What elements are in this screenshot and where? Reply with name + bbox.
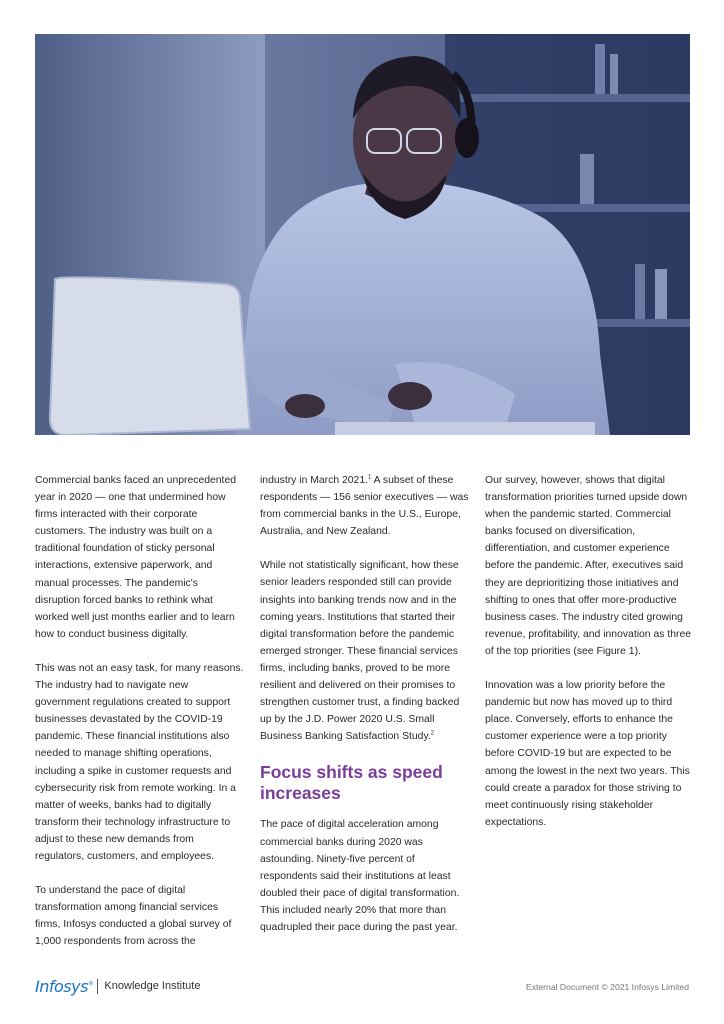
paragraph-text: A subset of these respondents — 156 senior executives — was from commercial banks in the U.S., Europe, Australia, and New Zealand. bbox=[260, 475, 469, 538]
column-3 bbox=[485, 472, 695, 848]
photo-man-laptop-headphones-icon bbox=[35, 34, 690, 435]
body-paragraph: This was not an easy task, for many reasons. The industry had to navigate new government regulations created to support businesses devastated by the COVID-19 pandemic. These financial institutions also needed to manage shifting operations, including a spike in customer requests and cybersecurity risk from remote working. In a matter of weeks, banks had to digitally transform their technology infrastructure to adjust to these new demands from regulators, customers, and employees. bbox=[35, 662, 244, 862]
column-2 bbox=[260, 472, 470, 953]
body-paragraph: The pace of digital acceleration among commercial banks during 2020 was astounding. Ninety-five percent of respondents said their institutions at least doubled their pace of digital transformation. This included nearly 20% that more than quadrupled their pace during the past year. bbox=[260, 819, 460, 933]
body-paragraph bbox=[260, 557, 470, 745]
paragraph-text: While not statistically significant, how these senior leaders responded still can provide insights into banking trends now and in the coming years. Institutions that started their digital transformation before the pandemic emerged stronger. These financial services firms, including banks, proved to be more resilient and delivered on their promises to strengthen customer trust, a finding backed up by the J.D. Power 2020 U.S. Small Business Banking Satisfaction Study. bbox=[260, 560, 460, 743]
footer-logo bbox=[35, 973, 200, 999]
logo-subtitle: Knowledge Institute bbox=[104, 980, 201, 992]
column-1 bbox=[35, 472, 245, 967]
footnote-ref[interactable]: 1 bbox=[368, 474, 372, 481]
body-paragraph: Commercial banks faced an unprecedented year in 2020 — one that undermined how firms interacted with their corporate customers. The industry was built on a traditional foundation of sticky personal interactions, extensive paperwork, and manual processes. The pandemic's disruption forced banks to rethink what worked well just months earlier and to learn how to conduct business digitally. bbox=[35, 475, 237, 640]
footnote-ref[interactable]: 2 bbox=[430, 730, 435, 737]
hero-photo bbox=[35, 34, 690, 435]
infosys-logo-icon: Infosys® bbox=[35, 976, 94, 996]
section-heading: Focus shifts as speed increases bbox=[260, 762, 443, 804]
body-paragraph: Our survey, however, shows that digital transformation priorities turned upside down when the pandemic started. Commercial banks focused on diversification, differentiation, and customer experience before the pandemic. After, executives said they are deprioritizing those initiatives and shifting to ones that offer more-productive business cases. The industry cited growing revenue, profitability, and innovation as three of the top priorities (see Figure 1). bbox=[485, 475, 692, 657]
body-paragraph: Innovation was a low priority before the pandemic but now has moved up to third place. Conversely, efforts to enhance the customer experience were a top priority before COVID-19 but are expected to be among the lowest in the next two years. This could create a paradox for those striving to meet continuously rising stakeholder expectations. bbox=[485, 680, 690, 828]
body-paragraph: To understand the pace of digital transformation among financial services firms, Infosys conducted a global survey of 1,000 respondents from across the bbox=[35, 885, 232, 948]
copyright-text: External Document © 2021 Infosys Limited bbox=[525, 982, 689, 992]
body-paragraph bbox=[260, 472, 470, 540]
logo-divider bbox=[97, 979, 98, 994]
paragraph-text: industry in March 2021. bbox=[260, 475, 369, 486]
